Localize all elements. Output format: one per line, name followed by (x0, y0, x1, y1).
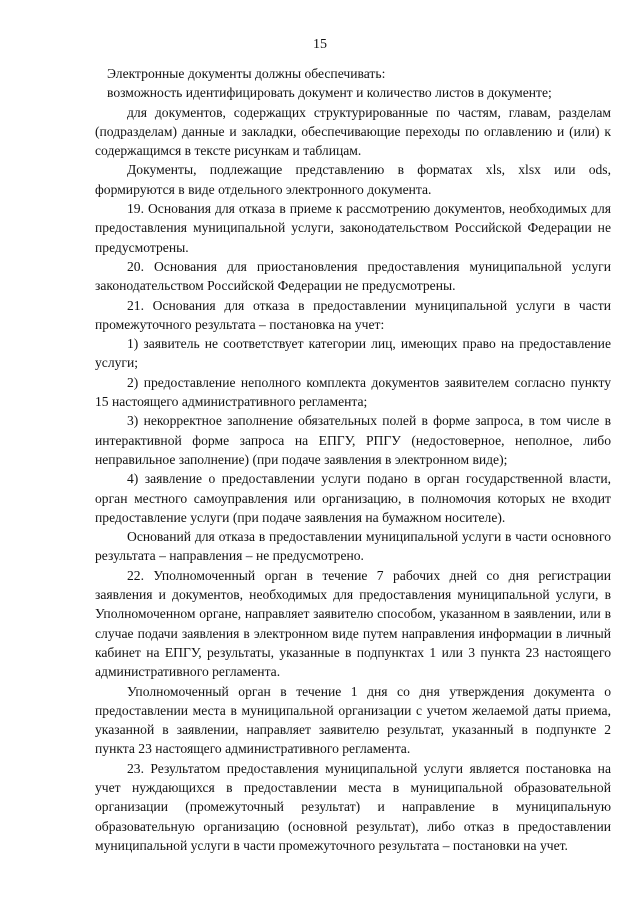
paragraph: для документов, содержащих структурированные по частям, главам, разделам (подразделам) данные и закладки, обеспечивающие переходы по оглавлению и (или) к содержащимся в тексте рисункам и таблицам. (95, 104, 611, 159)
paragraph: 23. Результатом предоставления муниципальной услуги является постановка на учет нуждающихся в предоставлении места в муниципальной образовательной организации (промежуточный результат) и направление в муниципальную образовательную организацию (основной результат), либо отказ в предоставлении муниципальной услуги в части промежуточного результата – постановки на учет. (95, 760, 611, 853)
paragraph: Электронные документы должны обеспечивать: (107, 66, 386, 81)
page-number: 15 (313, 37, 327, 52)
document-body (95, 64, 611, 855)
paragraph: 20. Основания для приостановления предоставления муниципальной услуги законодательством Российской Федерации не предусмотрены. (95, 258, 611, 294)
paragraph: Документы, подлежащие представлению в форматах xls, xlsx или ods, формируются в виде отдельного электронного документа. (95, 162, 611, 197)
paragraph: 2) предоставление неполного комплекта документов заявителем согласно пункту 15 настоящего административного регламента; (95, 374, 611, 410)
paragraph: 4) заявление о предоставлении услуги подано в орган государственной власти, орган местного самоуправления или организацию, в полномочия которых не входит предоставление услуги (при подаче заявления на бумажном носителе). (95, 471, 611, 525)
paragraph: Уполномоченный орган в течение 1 дня со дня утверждения документа о предоставлении места в муниципальной организации с учетом желаемой даты приема, указанной в заявлении, направляет заявителю результат, указанный в подпункте 2 пункта 23 настоящего административного регламента. (95, 683, 611, 757)
paragraph: возможность идентифицировать документ и количество листов в документе; (107, 85, 552, 101)
paragraph: 22. Уполномоченный орган в течение 7 рабочих дней со дня регистрации заявления и документов, необходимых для предоставления муниципальной услуги, в Уполномоченном органе, направляет заявителю способом, указанном в заявлении, или в случае подачи заявления в электронном виде путем направления информации в личный кабинет на ЕПГУ, результаты, указанные в подпунктах 1 или 3 пункта 23 настоящего административного регламента. (95, 567, 611, 680)
paragraph: Оснований для отказа в предоставлении муниципальной услуги в части основного результата – направления – не предусмотрено. (95, 529, 611, 564)
paragraph: 1) заявитель не соответствует категории лиц, имеющих право на предоставление услуги; (95, 336, 611, 371)
paragraph: 3) некорректное заполнение обязательных полей в форме запроса, в том числе в интерактивной форме запроса на ЕПГУ, РПГУ (недостоверное, неполное, либо неправильное заполнение) (при подаче заявления в электронном виде); (95, 413, 611, 467)
paragraph: 21. Основания для отказа в предоставлении муниципальной услуги в части промежуточного результата – постановка на учет: (95, 297, 611, 332)
paragraph: 19. Основания для отказа в приеме к рассмотрению документов, необходимых для предоставления муниципальной услуги, законодательством Российской Федерации не предусмотрены. (95, 201, 611, 255)
